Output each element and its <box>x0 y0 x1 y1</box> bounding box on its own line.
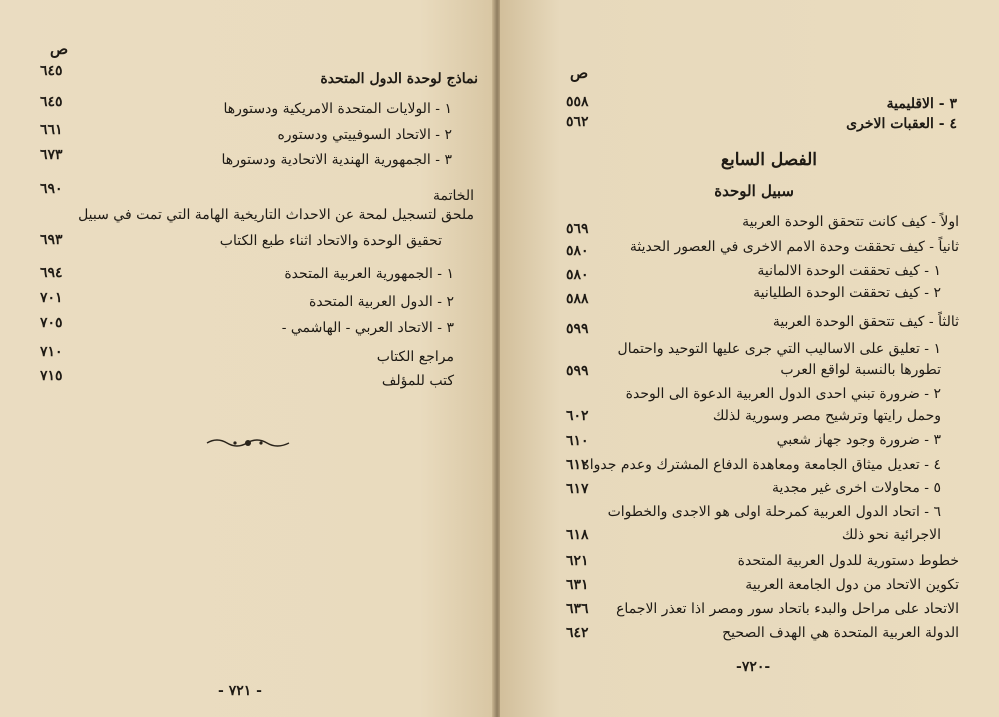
toc-entry: ٢ - الاتحاد السوفييتي ودستوره <box>277 127 452 143</box>
page-number: - ٧٢١ - <box>218 683 262 699</box>
right-page <box>500 0 999 717</box>
toc-entry: ٢ - الدول العربية المتحدة <box>309 294 454 310</box>
toc-page-number: ٦٧٣ <box>40 147 63 163</box>
toc-entry: ٢ - ضرورة تبني احدى الدول العربية الدعوة الى الوحدة <box>625 386 941 402</box>
chapter-title: الفصل السابع <box>720 150 817 170</box>
toc-page-number: ٥٨٠ <box>566 243 589 259</box>
toc-entry: ٦ - اتحاد الدول العربية كمرحلة اولى هو الاجدى والخطوات <box>607 504 941 520</box>
toc-page-number: ٦٩٣ <box>40 232 63 248</box>
page-column-header: ص <box>570 64 589 82</box>
toc-entry: ٤ - العقبات الاخرى <box>846 116 957 132</box>
ornament-divider <box>205 436 291 450</box>
toc-page-number: ٦٠٢ <box>566 408 589 424</box>
toc-entry: خطوط دستورية للدول العربية المتحدة <box>737 553 959 569</box>
toc-page-number: ٦٣٦ <box>566 601 589 617</box>
toc-page-number: ٦٤٢ <box>566 625 589 641</box>
toc-entry: ملحق لتسجيل لمحة عن الاحداث التاريخية الهامة التي تمت في سبيل <box>78 207 474 223</box>
toc-page-number: ٦٩٤ <box>40 265 63 281</box>
toc-entry: كتب للمؤلف <box>381 373 454 389</box>
toc-entry: ٣ - الاتحاد العربي - الهاشمي - <box>281 320 454 336</box>
toc-page-number: ٦١٢ <box>566 457 589 473</box>
toc-page-number: ٦٩٠ <box>40 181 63 197</box>
toc-entry: ثالثاً - كيف تتحقق الوحدة العربية <box>772 314 959 330</box>
toc-entry: اولاً - كيف كانت تتحقق الوحدة العربية <box>742 214 959 230</box>
page-number: -٧٢٠- <box>736 659 771 675</box>
toc-entry: ٥ - محاولات اخرى غير مجدية <box>771 480 941 496</box>
chapter-subtitle: سبيل الوحدة <box>714 182 794 200</box>
toc-entry: ١ - كيف تحققت الوحدة الالمانية <box>757 263 941 279</box>
toc-page-number: ٥٩٩ <box>566 321 589 337</box>
toc-entry: ٣ - الجمهورية الهندية الاتحادية ودستورها <box>221 152 452 168</box>
toc-page-number: ٧١٠ <box>40 344 63 360</box>
toc-entry: ٣ - الاقليمية <box>886 96 957 112</box>
toc-entry: الاجرائية نحو ذلك <box>841 527 941 543</box>
toc-entry: ٣ - ضرورة وجود جهاز شعبي <box>776 432 941 448</box>
toc-page-number: ٥٩٩ <box>566 363 589 379</box>
toc-page-number: ٦١٧ <box>566 481 589 497</box>
toc-entry: نماذج لوحدة الدول المتحدة <box>320 71 478 87</box>
toc-entry: ١ - الولايات المتحدة الامريكية ودستورها <box>223 101 452 117</box>
toc-entry: الخاتمة <box>433 188 474 204</box>
toc-entry: ٢ - كيف تحققت الوحدة الطليانية <box>753 285 941 301</box>
page-column-header: ص <box>50 40 69 58</box>
toc-entry: مراجع الكتاب <box>376 349 454 365</box>
toc-page-number: ٦٣١ <box>566 577 589 593</box>
toc-entry: تكوين الاتحاد من دول الجامعة العربية <box>745 577 959 593</box>
toc-page-number: ٧٠٥ <box>40 315 63 331</box>
toc-entry: ١ - الجمهورية العربية المتحدة <box>284 266 454 282</box>
toc-entry: تطورها بالنسبة لواقع العرب <box>780 362 941 378</box>
toc-entry: وحمل رايتها وترشيح مصر وسورية لذلك <box>712 408 941 424</box>
toc-page-number: ٧١٥ <box>40 368 63 384</box>
toc-entry: ثانياً - كيف تحققت وحدة الامم الاخرى في العصور الحديثة <box>629 239 959 255</box>
left-page <box>0 0 494 717</box>
toc-page-number: ٥٦٩ <box>566 221 589 237</box>
toc-page-number: ٦٤٥ <box>40 94 63 110</box>
toc-page-number: ٦٤٥ <box>40 63 63 79</box>
toc-page-number: ٦١٨ <box>566 527 589 543</box>
toc-page-number: ٥٨٨ <box>566 291 589 307</box>
toc-page-number: ٦٢١ <box>566 553 589 569</box>
toc-page-number: ٧٠١ <box>40 290 63 306</box>
toc-entry: الدولة العربية المتحدة هي الهدف الصحيح <box>722 625 959 641</box>
toc-entry: ١ - تعليق على الاساليب التي جرى عليها التوحيد واحتمال <box>617 341 941 357</box>
toc-entry: تحقيق الوحدة والاتحاد اثناء طبع الكتاب <box>219 233 442 249</box>
toc-page-number: ٥٦٢ <box>566 114 589 130</box>
toc-page-number: ٦١٠ <box>566 433 589 449</box>
toc-entry: الاتحاد على مراحل والبدء باتحاد سور ومصر اذا تعذر الاجماع <box>616 601 959 617</box>
toc-page-number: ٦٦١ <box>40 122 63 138</box>
toc-entry: ٤ - تعديل ميثاق الجامعة ومعاهدة الدفاع المشترك وعدم جدواه <box>582 457 941 473</box>
toc-page-number: ٥٥٨ <box>566 94 589 110</box>
toc-page-number: ٥٨٠ <box>566 267 589 283</box>
